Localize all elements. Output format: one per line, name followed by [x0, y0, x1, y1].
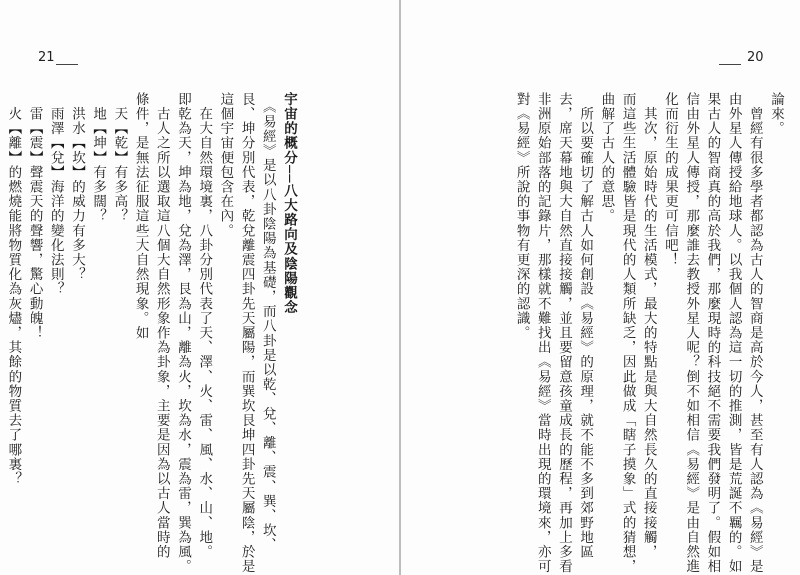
- text-column: 而這些生活體驗皆是現代的人類所缺乏，因此做成「瞎子摸象」式的猜想，: [619, 92, 636, 574]
- text-column: 由外星人傳授給地球人。以我個人認為這一切的推測，皆是荒誕不羈的。如: [725, 92, 742, 574]
- text-column: 對《易經》所說的事物有更深的認識。: [513, 92, 530, 341]
- text-column: 信由外星人傳授，那麼誰去教授外星人呢？倒不如相信《易經》是由自然進: [683, 92, 700, 574]
- text-column: 這個宇宙便包含在內。: [217, 92, 234, 238]
- text-column: 條件，是無法征服這些大自然現象。如: [132, 92, 149, 341]
- text-column: 地【坤】有多闊？: [90, 92, 107, 224]
- text-column: 曾經有很多學者都認為古人的智商是高於今人，甚至有人認為《易經》是: [746, 92, 763, 574]
- left-page: [0, 0, 399, 575]
- text-column: 即乾為天，坤為地，兌為澤，艮為山，離為火，坎為水，震為雷，巽為風。: [174, 92, 191, 574]
- text-column: 在大自然環境裏，八卦分別代表了天、澤、火、雷、風、水、山、地。: [196, 92, 213, 560]
- text-column: 非洲原始部落的記錄片，那樣就不難找出《易經》當時出現的環境來，亦可: [534, 92, 551, 574]
- body-text-right: [510, 92, 786, 574]
- text-column: 天【乾】有多高？: [111, 92, 128, 224]
- text-column: 所以要確切了解古人如何創設《易經》的原理，就不能不多到郊野地區: [577, 92, 594, 560]
- text-column: 古人之所以選取這八個大自然形象作為卦象，主要是因為以古人當時的: [153, 92, 170, 560]
- page-number-rule: [56, 64, 78, 65]
- text-column: 火【離】的燃燒能將物質化為灰燼，其餘的物質去了哪裏？: [5, 92, 22, 487]
- text-column: 洪水【坎】的威力有多大？: [68, 92, 85, 282]
- text-column: 《易經》是以八卦陰陽為基礎，而八卦是以乾、兌、離、震、巽、坎、: [259, 92, 276, 553]
- page-number: 20: [747, 50, 764, 65]
- text-column: 去，席天幕地與大自然直接接觸，並且要留意孩童成長的歷程，再加上多看: [555, 92, 572, 574]
- text-column: 果古人的智商真的高於我們，那麼現時的科技絕不需要我們發明了。假如相: [704, 92, 721, 574]
- text-column: 雨澤【兌】海洋的變化法則？: [47, 92, 64, 297]
- body-text-left: [2, 92, 299, 574]
- text-column: 其次，原始時代的生活模式，最大的特點是與大自然長久的直接接觸，: [640, 92, 657, 560]
- section-heading: 宇宙的概分──八大路向及陰陽觀念: [281, 92, 297, 315]
- right-page: [401, 0, 800, 575]
- text-column: 雷【震】聲震天的聲響，驚心動魄！: [26, 92, 43, 341]
- text-column: 論來。: [768, 92, 784, 136]
- page-number-rule: [719, 64, 741, 65]
- text-column: 曲解了古人的意思。: [598, 92, 615, 224]
- page-number: 21: [38, 50, 55, 65]
- text-column: 艮、坤分別代表，乾兌離震四卦先天屬陽，而巽坎艮坤四卦先天屬陰，於是: [238, 92, 255, 574]
- text-column: 化而衍生的成果更可信吧！: [661, 92, 678, 268]
